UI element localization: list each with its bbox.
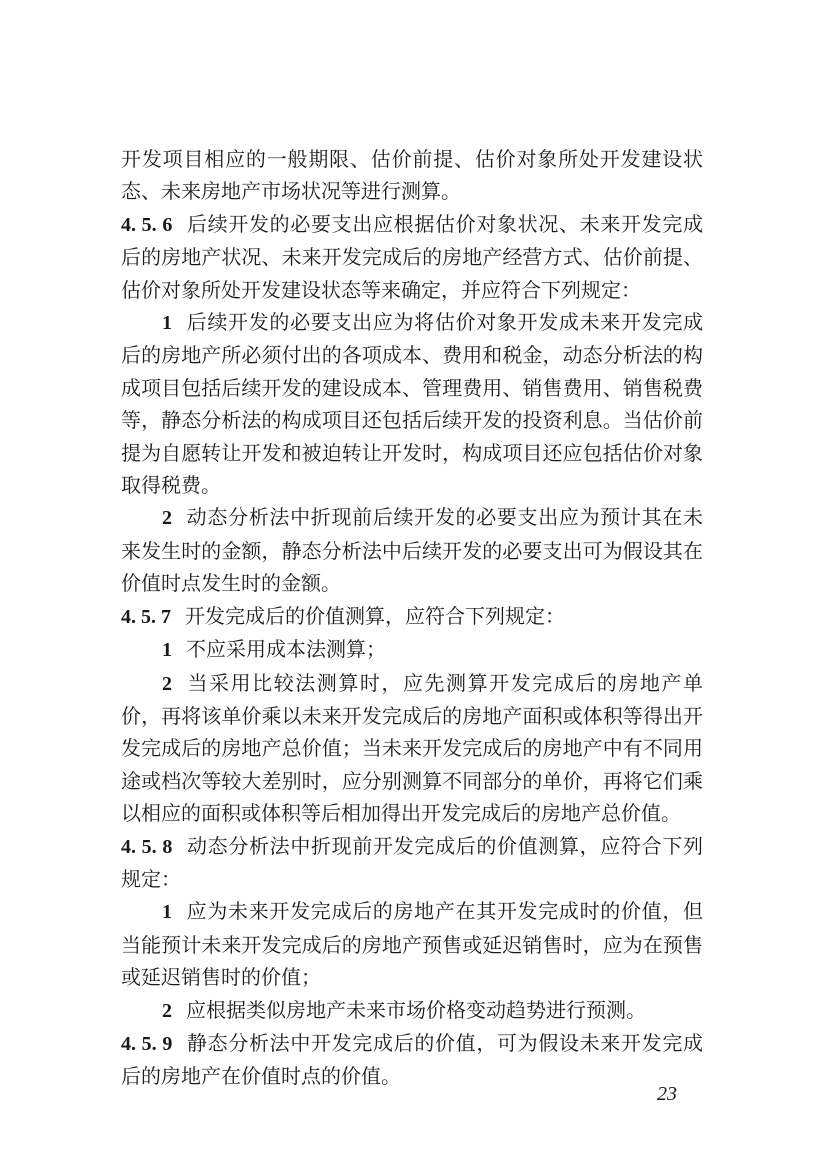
item-text: 后续开发的必要支出应为将估价对象开发成未来开发完成后的房地产所必须付出的各项成本、费用和税金，动态分析法的构成项目包括后续开发的建设成本、管理费用、销售费用、销售税费等，静态分析法的构成项目还包括后续开发的投资利息。当估价前提为自愿转让开发和被迫转让开发时，构成项目还应包括估价对象取得税费。 — [121, 310, 703, 498]
clause-number: 4. 5. 9 — [121, 1032, 173, 1055]
item-number: 1 — [162, 312, 172, 335]
clause-4-5-7 — [121, 600, 703, 633]
clause-text: 开发完成后的价值测算，应符合下列规定： — [185, 603, 565, 628]
item-text: 不应采用成本法测算； — [186, 637, 386, 662]
clause-4-5-6-item-2 — [121, 501, 703, 599]
item-text: 应为未来开发完成后的房地产在其开发完成时的价值，但当能预计未来开发完成后的房地产预售或延迟销售时，应为在预售或延迟销售时的价值； — [121, 899, 703, 990]
clause-4-5-9 — [121, 1027, 703, 1093]
clause-text: 动态分析法中折现前开发完成后的价值测算，应符合下列规定： — [121, 833, 704, 891]
paragraph-text: 开发项目相应的一般期限、估价前提、估价对象所处开发建设状态、未来房地产市场状况等进行测算。 — [121, 147, 703, 204]
page-number: 23 — [657, 1083, 677, 1105]
clause-4-5-6 — [121, 208, 703, 306]
clause-text: 静态分析法中开发完成后的价值，可为假设未来开发完成后的房地产在价值时点的价值。 — [121, 1030, 704, 1089]
item-number: 1 — [162, 901, 172, 924]
item-number: 2 — [162, 999, 172, 1022]
item-text: 当采用比较法测算时，应先测算开发完成后的房地产单价，再将该单价乘以未来开发完成后的房地产面积或体积等得出开发完成后的房地产总价值；当未来开发完成后的房地产中有不同用途或档次等较大差别时，应分别测算不同部分的单价，再将它们乘以相应的面积或体积等后相加得出开发完成后的房地产总价值。 — [121, 670, 703, 826]
item-text: 应根据类似房地产未来市场价格变动趋势进行预测。 — [186, 997, 646, 1022]
item-text: 动态分析法中折现前后续开发的必要支出应为预计其在未来发生时的金额，静态分析法中后续开发的必要支出可为假设其在价值时点发生时的金额。 — [121, 505, 703, 596]
paragraph-continuation — [121, 143, 703, 208]
item-number: 2 — [162, 507, 172, 530]
clause-4-5-7-item-1 — [121, 633, 703, 666]
clause-4-5-7-item-2 — [121, 667, 703, 830]
clause-4-5-8 — [121, 830, 703, 896]
clause-4-5-8-item-1 — [121, 895, 703, 993]
clause-text: 后续开发的必要支出应根据估价对象状况、未来开发完成后的房地产状况、未来开发完成后的房地产经营方式、估价前提、估价对象所处开发建设状态等来确定，并应符合下列规定： — [121, 211, 704, 302]
item-number: 1 — [162, 639, 172, 662]
clause-number: 4. 5. 6 — [121, 213, 173, 236]
clause-number: 4. 5. 7 — [121, 605, 171, 628]
clause-4-5-8-item-2 — [121, 994, 703, 1027]
clause-number: 4. 5. 8 — [121, 835, 173, 858]
document-body — [121, 143, 703, 1093]
clause-4-5-6-item-1 — [121, 306, 703, 501]
item-number: 2 — [162, 672, 172, 695]
